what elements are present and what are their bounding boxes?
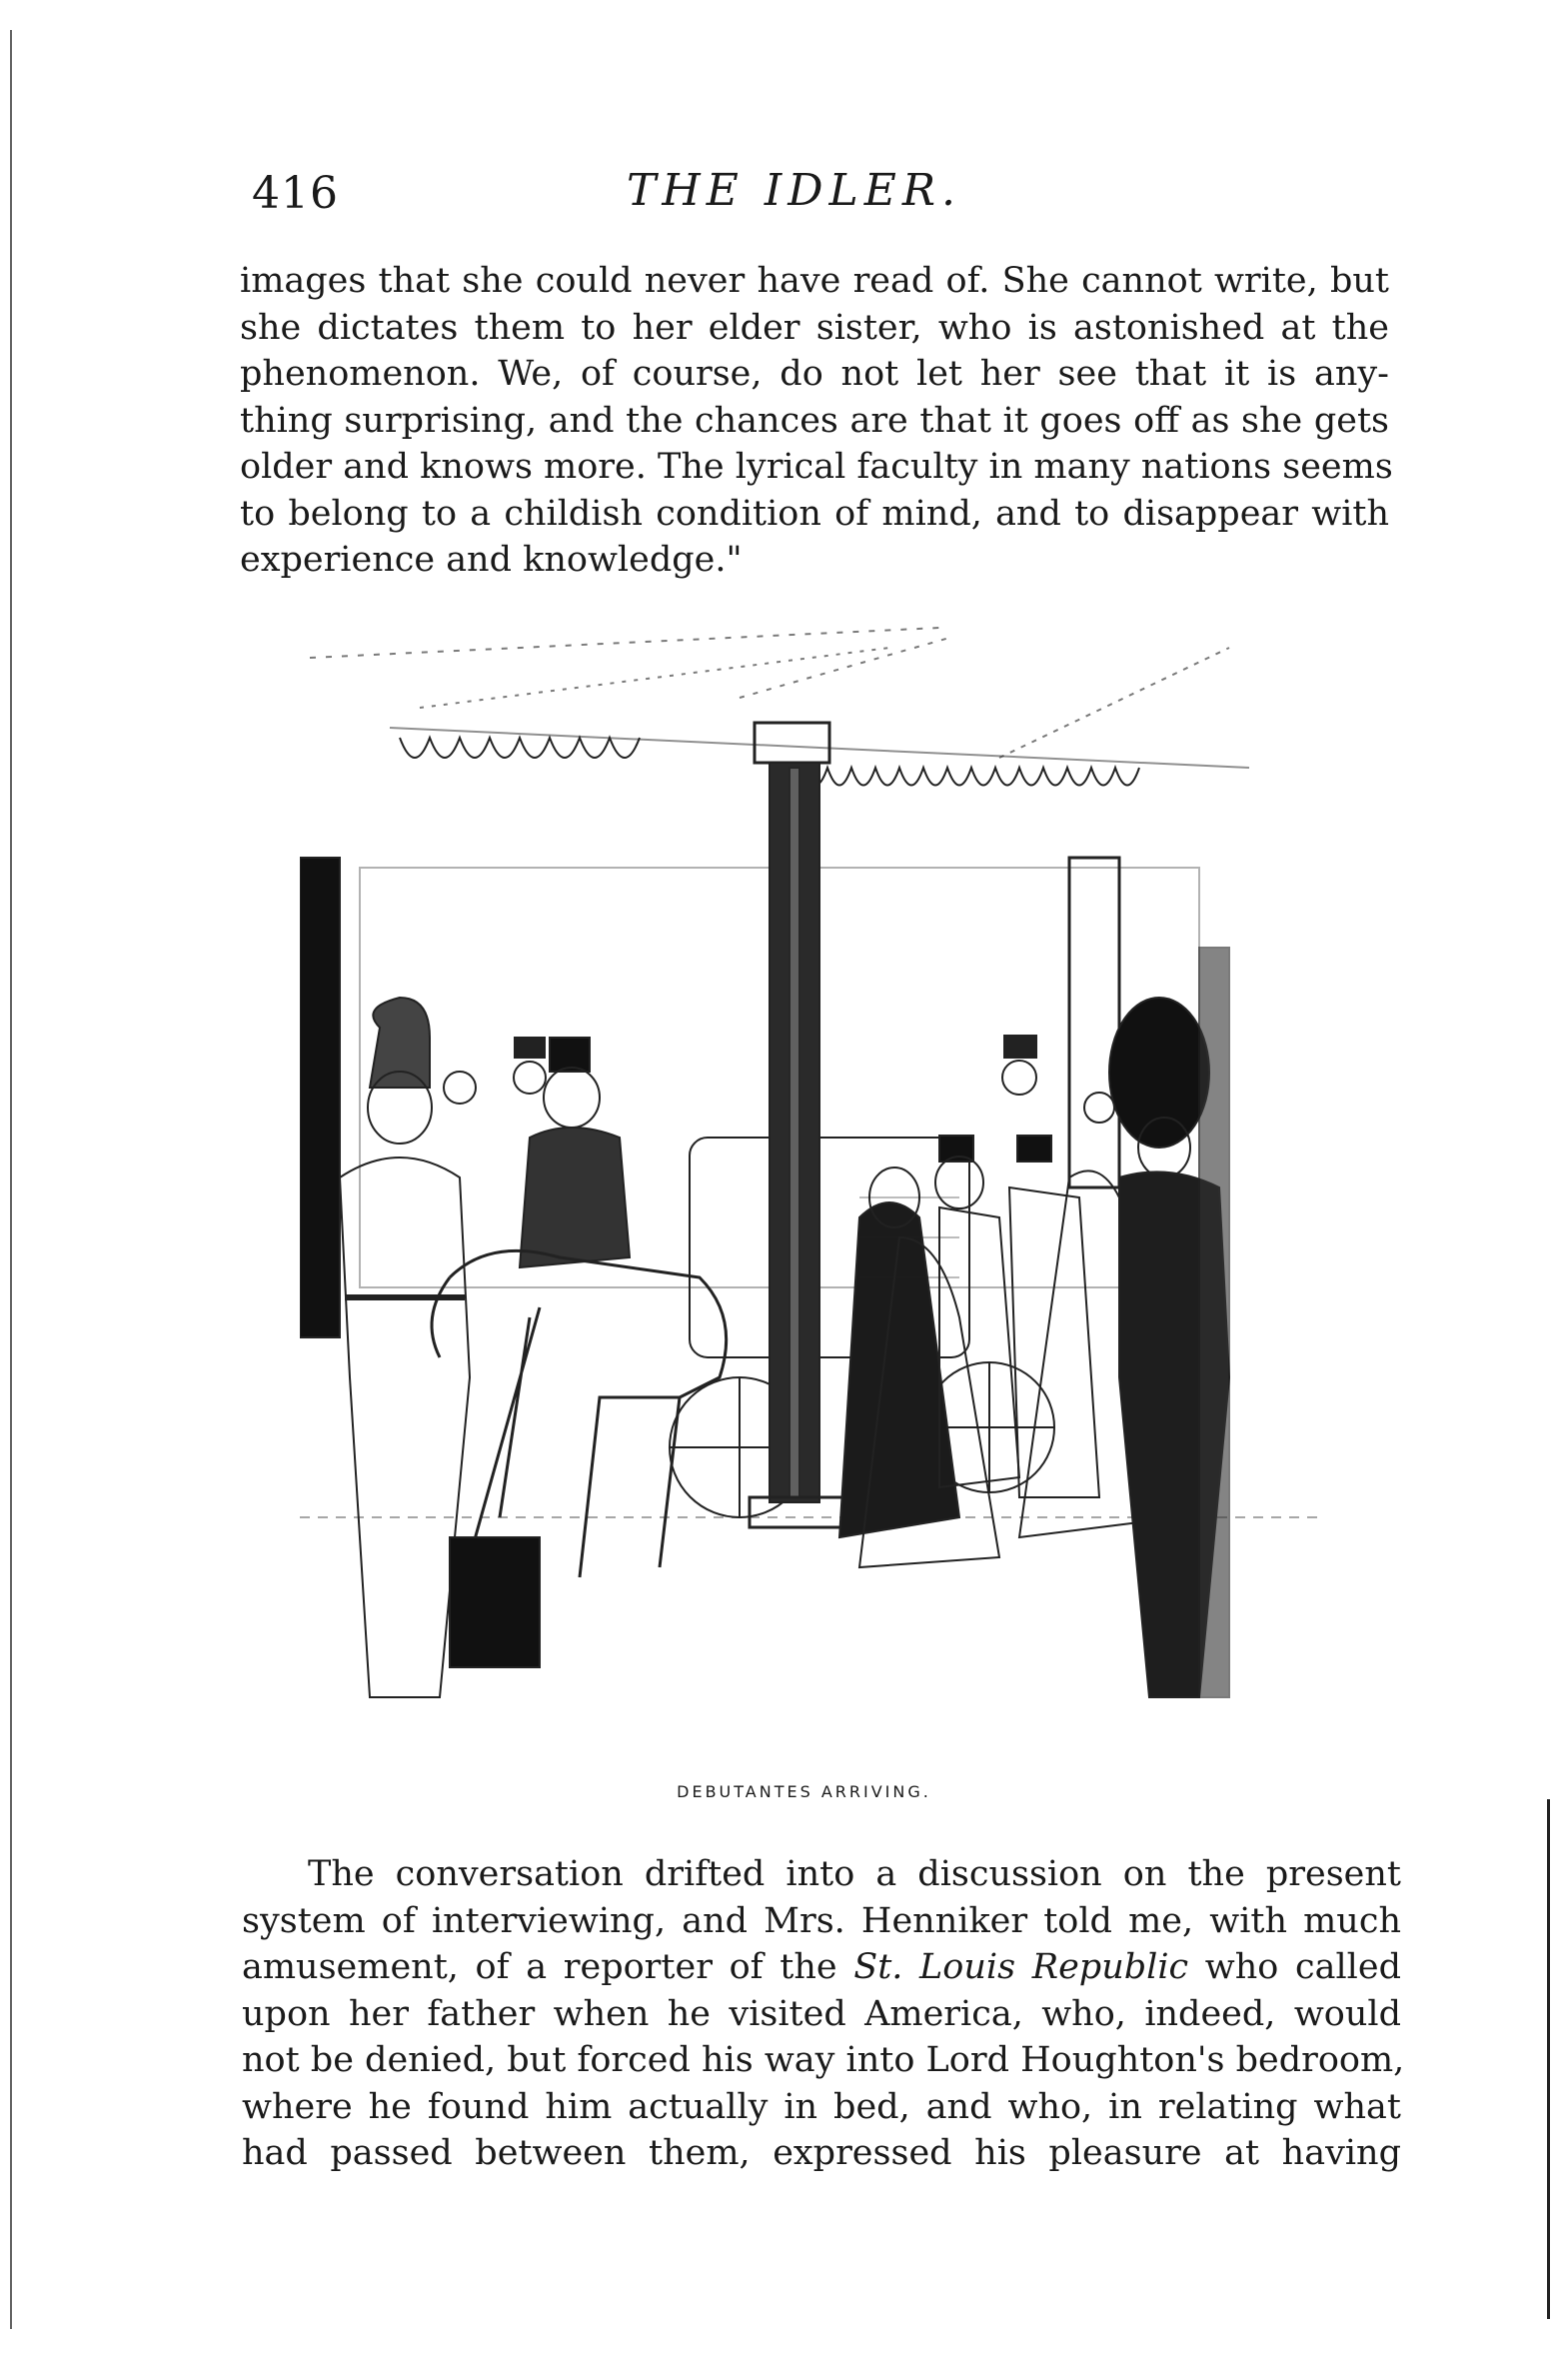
page-number: 416 bbox=[252, 168, 339, 219]
paragraph-line: thing surprising, and the chances are that it goes off as she gets bbox=[240, 400, 1389, 441]
paragraph-1 bbox=[240, 258, 1393, 584]
text-run: who called bbox=[1188, 1947, 1401, 1987]
paragraph-line: had passed between them, expressed his pleasure at having bbox=[242, 2133, 1401, 2173]
paragraph-line bbox=[242, 1944, 1401, 1991]
illustration-debutantes-arriving bbox=[300, 618, 1324, 1707]
paragraph-2 bbox=[242, 1851, 1405, 2177]
paragraph-line: older and knows more. The lyrical faculty in many nations seems bbox=[240, 447, 1393, 487]
paragraph-line: to belong to a childish condition of mind, and to disappear with bbox=[240, 493, 1389, 534]
paragraph-line: upon her father when he visited America, who, indeed, would bbox=[242, 1993, 1401, 2034]
right-margin-rule bbox=[1547, 1799, 1550, 2319]
paragraph-line: she dictates them to her elder sister, who is astonished at the bbox=[240, 307, 1389, 348]
paragraph-line: images that she could never have read of. She cannot write, but bbox=[240, 261, 1389, 301]
paragraph-line: where he found him actually in bed, and who, in relating what bbox=[242, 2086, 1401, 2127]
left-margin-rule bbox=[10, 30, 12, 2329]
publication-name: St. Louis Republic bbox=[853, 1947, 1189, 1987]
paragraph-line: phenomenon. We, of course, do not let her see that it is any- bbox=[240, 354, 1389, 394]
paragraph-line: The conversation drifted into a discussion on the present bbox=[308, 1854, 1401, 1894]
paragraph-line: experience and knowledge." bbox=[240, 540, 743, 580]
figure-caption: DEBUTANTES ARRIVING. bbox=[677, 1782, 931, 1801]
text-run: amusement, of a reporter of the bbox=[242, 1947, 854, 1987]
running-title: THE IDLER. bbox=[627, 165, 961, 216]
paragraph-line: not be denied, but forced his way into Lord Houghton's bedroom, bbox=[242, 2040, 1405, 2080]
paragraph-line: system of interviewing, and Mrs. Henniker told me, with much bbox=[242, 1900, 1401, 1941]
